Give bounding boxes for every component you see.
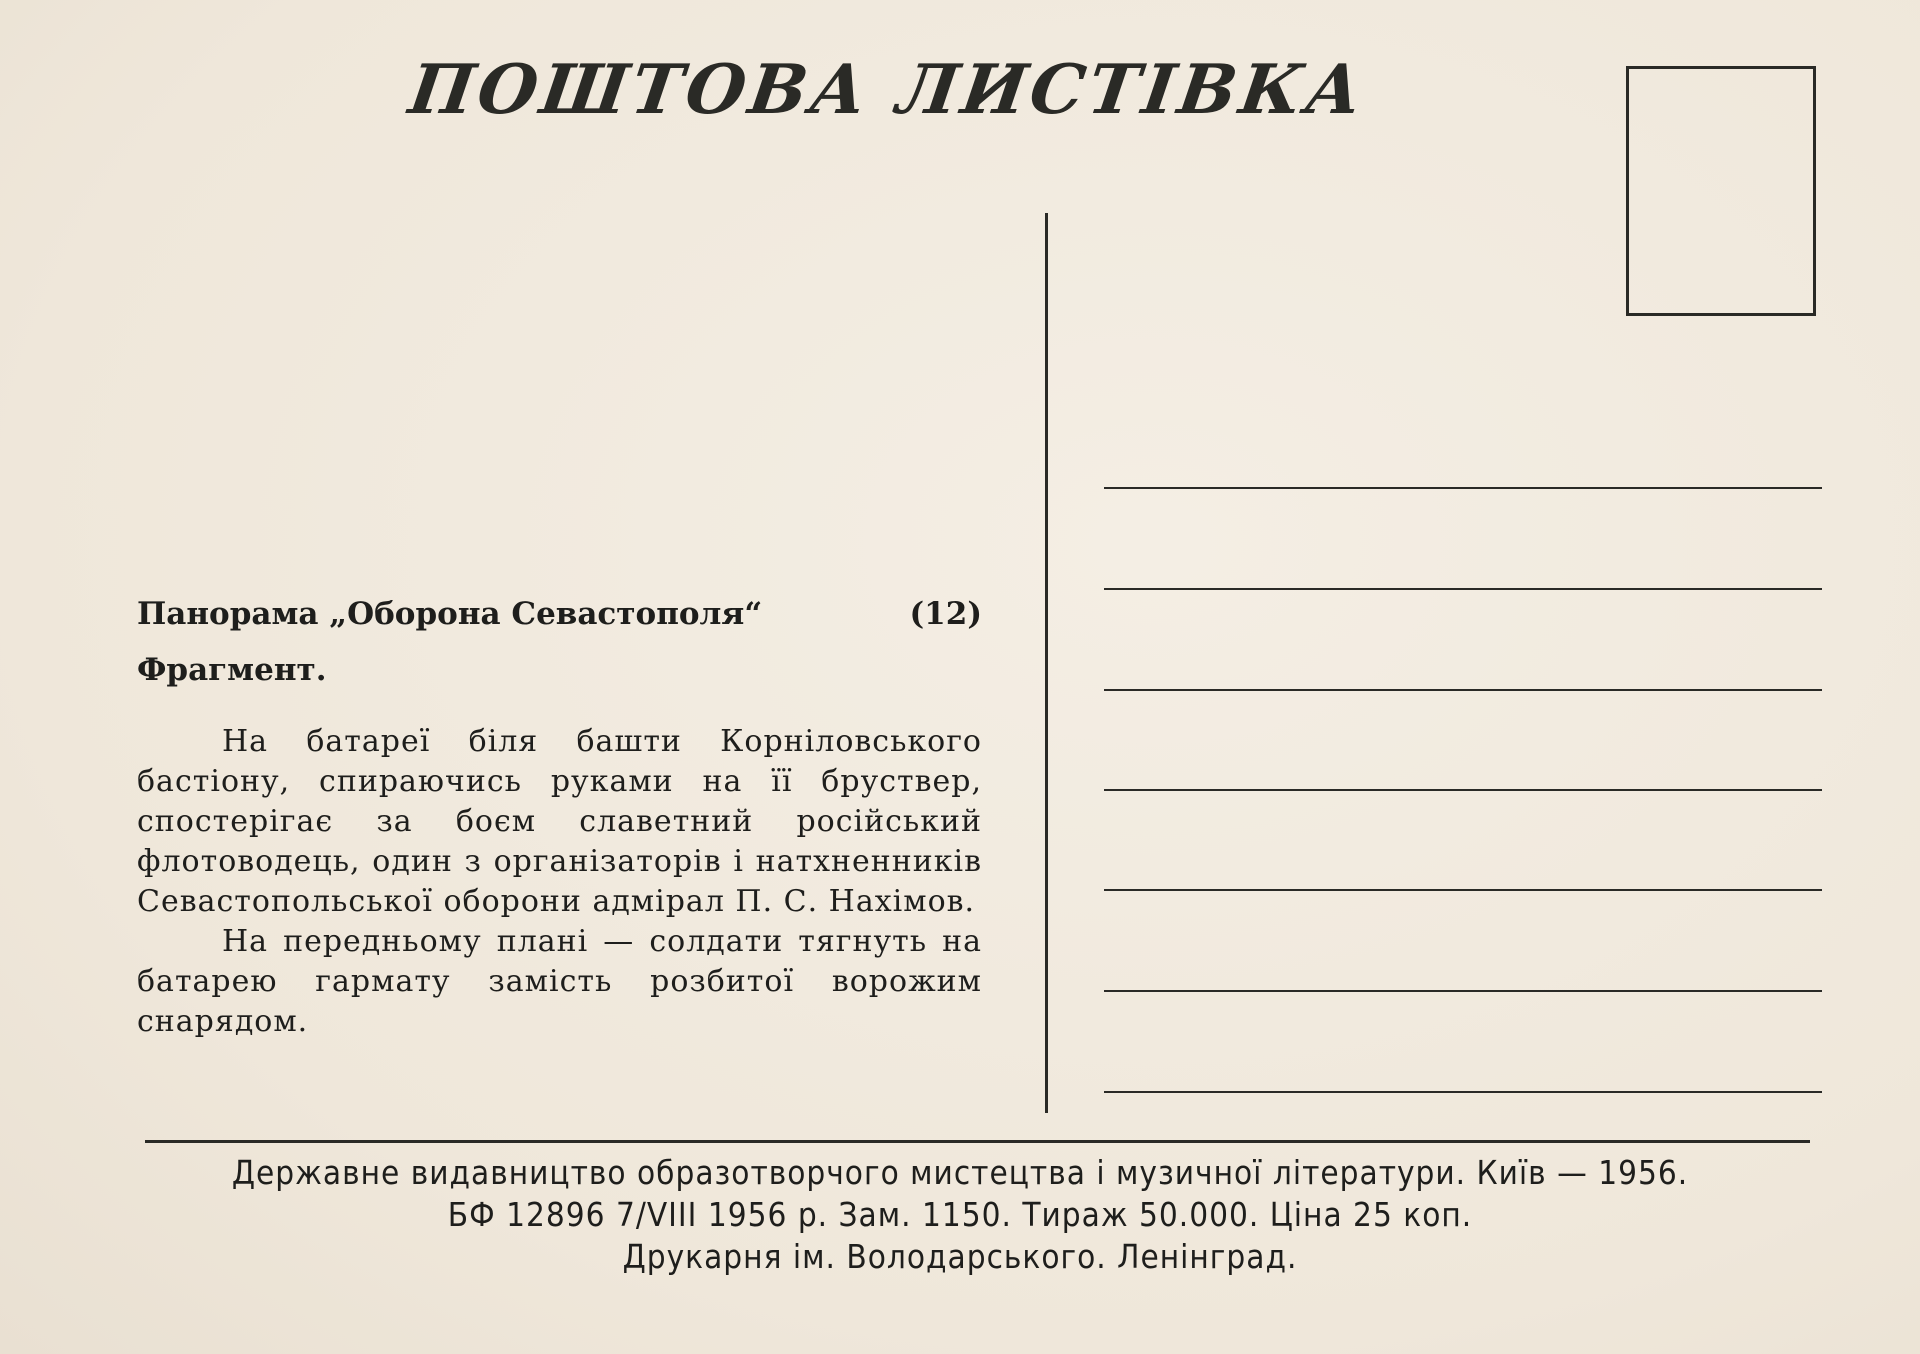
- postcard-title: ПОШТОВА ЛИСТІВКА: [404, 50, 1372, 130]
- description-paragraph-1: На батареї біля башти Корніловського бастіону, спираючись руками на її бруствер, спостерігає за боєм славетний російський флотоводець, один з організаторів і натхненників Севастопольської оборони адмірал П. С. Нахімов.: [137, 724, 982, 919]
- description-text: [137, 722, 982, 1042]
- address-line: [1104, 689, 1822, 691]
- address-line: [1104, 1091, 1822, 1093]
- address-line: [1104, 789, 1822, 791]
- publisher-imprint: [100, 1152, 1820, 1278]
- horizontal-rule: [145, 1140, 1810, 1143]
- imprint-line-1: Державне видавництво образотворчого мистецтва і музичної літератури. Київ — 1956.: [231, 1153, 1689, 1192]
- caption-subtitle: Фрагмент.: [137, 652, 327, 688]
- description-paragraph-2: На передньому плані — солдати тягнуть на батарею гармату замість розбитої ворожим снарядом.: [137, 924, 982, 1039]
- vertical-divider: [1045, 213, 1048, 1113]
- address-line: [1104, 990, 1822, 992]
- caption-title: Панорама „Оборона Севастополя“: [137, 596, 763, 632]
- address-line: [1104, 487, 1822, 489]
- imprint-line-2: БФ 12896 7/VIII 1956 р. Зам. 1150. Тираж 50.000. Ціна 25 коп.: [447, 1195, 1473, 1234]
- address-line: [1104, 588, 1822, 590]
- caption-number: (12): [909, 596, 982, 632]
- address-line: [1104, 889, 1822, 891]
- caption-heading: [137, 596, 982, 632]
- imprint-line-3: Друкарня ім. Володарського. Ленінград.: [622, 1237, 1298, 1276]
- stamp-box: [1626, 66, 1816, 316]
